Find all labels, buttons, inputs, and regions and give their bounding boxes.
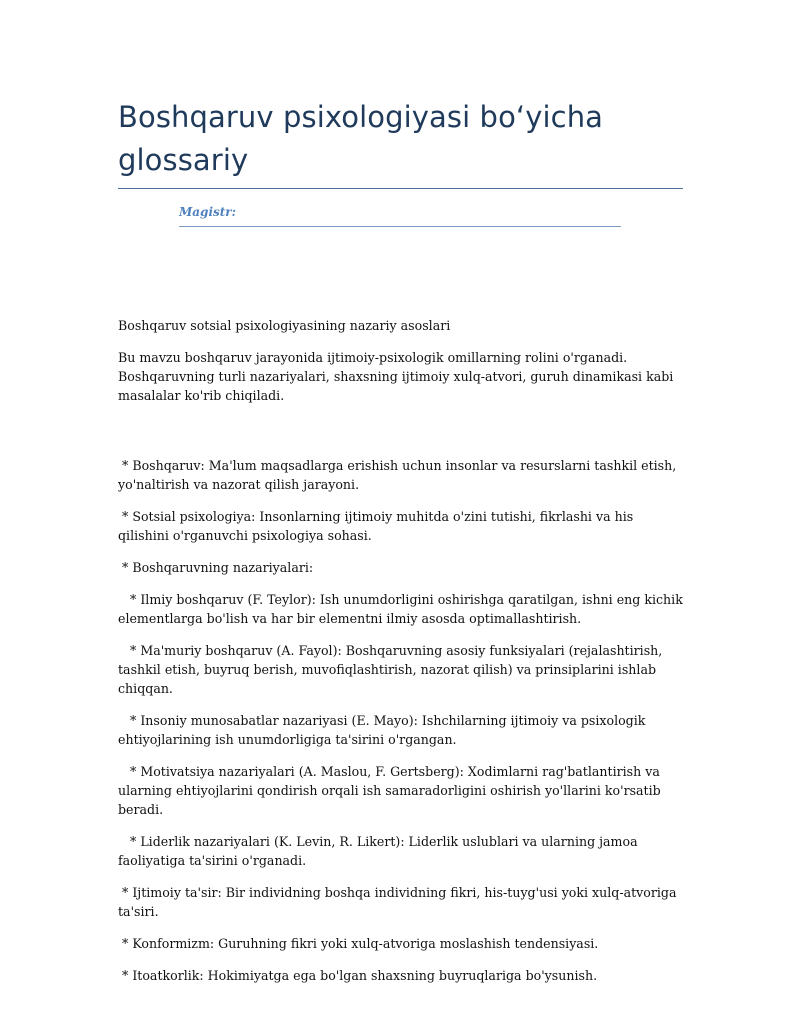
glossary-subitem-insoniy-munosabatlar: * Insoniy munosabatlar nazariyasi (E. Mayo): Ishchilarning ijtimoiy va psixologik ehtiyojlarining ish unumdorligiga ta'sirini o'rgangan. <box>118 713 650 747</box>
intro-paragraph: Bu mavzu boshqaruv jarayonida ijtimoiy-psixologik omillarning rolini o'rganadi. Boshqaruvning turli nazariyalari, shaxsning ijtimoiy xulq-atvori, guruh dinamikasi kabi masalalar ko'rib chiqiladi. <box>118 350 674 403</box>
document-body <box>118 316 688 998</box>
author-label: Magistr: <box>179 205 237 219</box>
document-title: Boshqaruv psixologiyasi boʻyicha glossariy <box>118 100 604 177</box>
title-block <box>118 96 683 189</box>
glossary-item-nazariyalar: * Boshqaruvning nazariyalari: <box>118 560 314 575</box>
glossary-subitem-motivatsiya: * Motivatsiya nazariyalari (A. Maslou, F. Gertsberg): Xodimlarni rag'batlantirish va ularning ehtiyojlarini qondirish orqali ish samaradorligini oshirish yo'llarini ko'rsatib beradi. <box>118 764 665 817</box>
glossary-item-ijtimoiy-tasir: * Ijtimoiy ta'sir: Bir individning boshqa individning fikri, his-tuyg'usi yoki xulq-atvoriga ta'siri. <box>118 885 681 919</box>
glossary-subitem-mamuriy-boshqaruv: * Ma'muriy boshqaruv (A. Fayol): Boshqaruvning asosiy funksiyalari (rejalashtirish, tashkil etish, buyruq berish, muvofiqlashtirish, nazorat qilish) va prinsiplarini ishlab chiqqan. <box>118 643 667 696</box>
glossary-item-boshqaruv: * Boshqaruv: Ma'lum maqsadlarga erishish uchun insonlar va resurslarni tashkil etish, yo'naltirish va nazorat qilish jarayoni. <box>118 458 681 492</box>
author-block <box>179 203 621 227</box>
glossary-item-itoatkorlik: * Itoatkorlik: Hokimiyatga ega bo'lgan shaxsning buyruqlariga bo'ysunish. <box>118 968 598 983</box>
glossary-subitem-liderlik: * Liderlik nazariyalari (K. Levin, R. Likert): Liderlik uslublari va ularning jamoa faoliyatiga ta'sirini o'rganadi. <box>118 834 642 868</box>
glossary-item-konformizm: * Konformizm: Guruhning fikri yoki xulq-atvoriga moslashish tendensiyasi. <box>118 936 599 951</box>
glossary-item-sotsial-psixologiya: * Sotsial psixologiya: Insonlarning ijtimoiy muhitda o'zini tutishi, fikrlashi va his qilishini o'rganuvchi psixologiya sohasi. <box>118 509 638 543</box>
glossary-subitem-ilmiy-boshqaruv: * Ilmiy boshqaruv (F. Teylor): Ish unumdorligini oshirishga qaratilgan, ishni eng kichik elementlarga bo'lish va har bir elementni ilmiy asosda optimallashtirish. <box>118 592 687 626</box>
section-heading: Boshqaruv sotsial psixologiyasining nazariy asoslari <box>118 318 451 333</box>
